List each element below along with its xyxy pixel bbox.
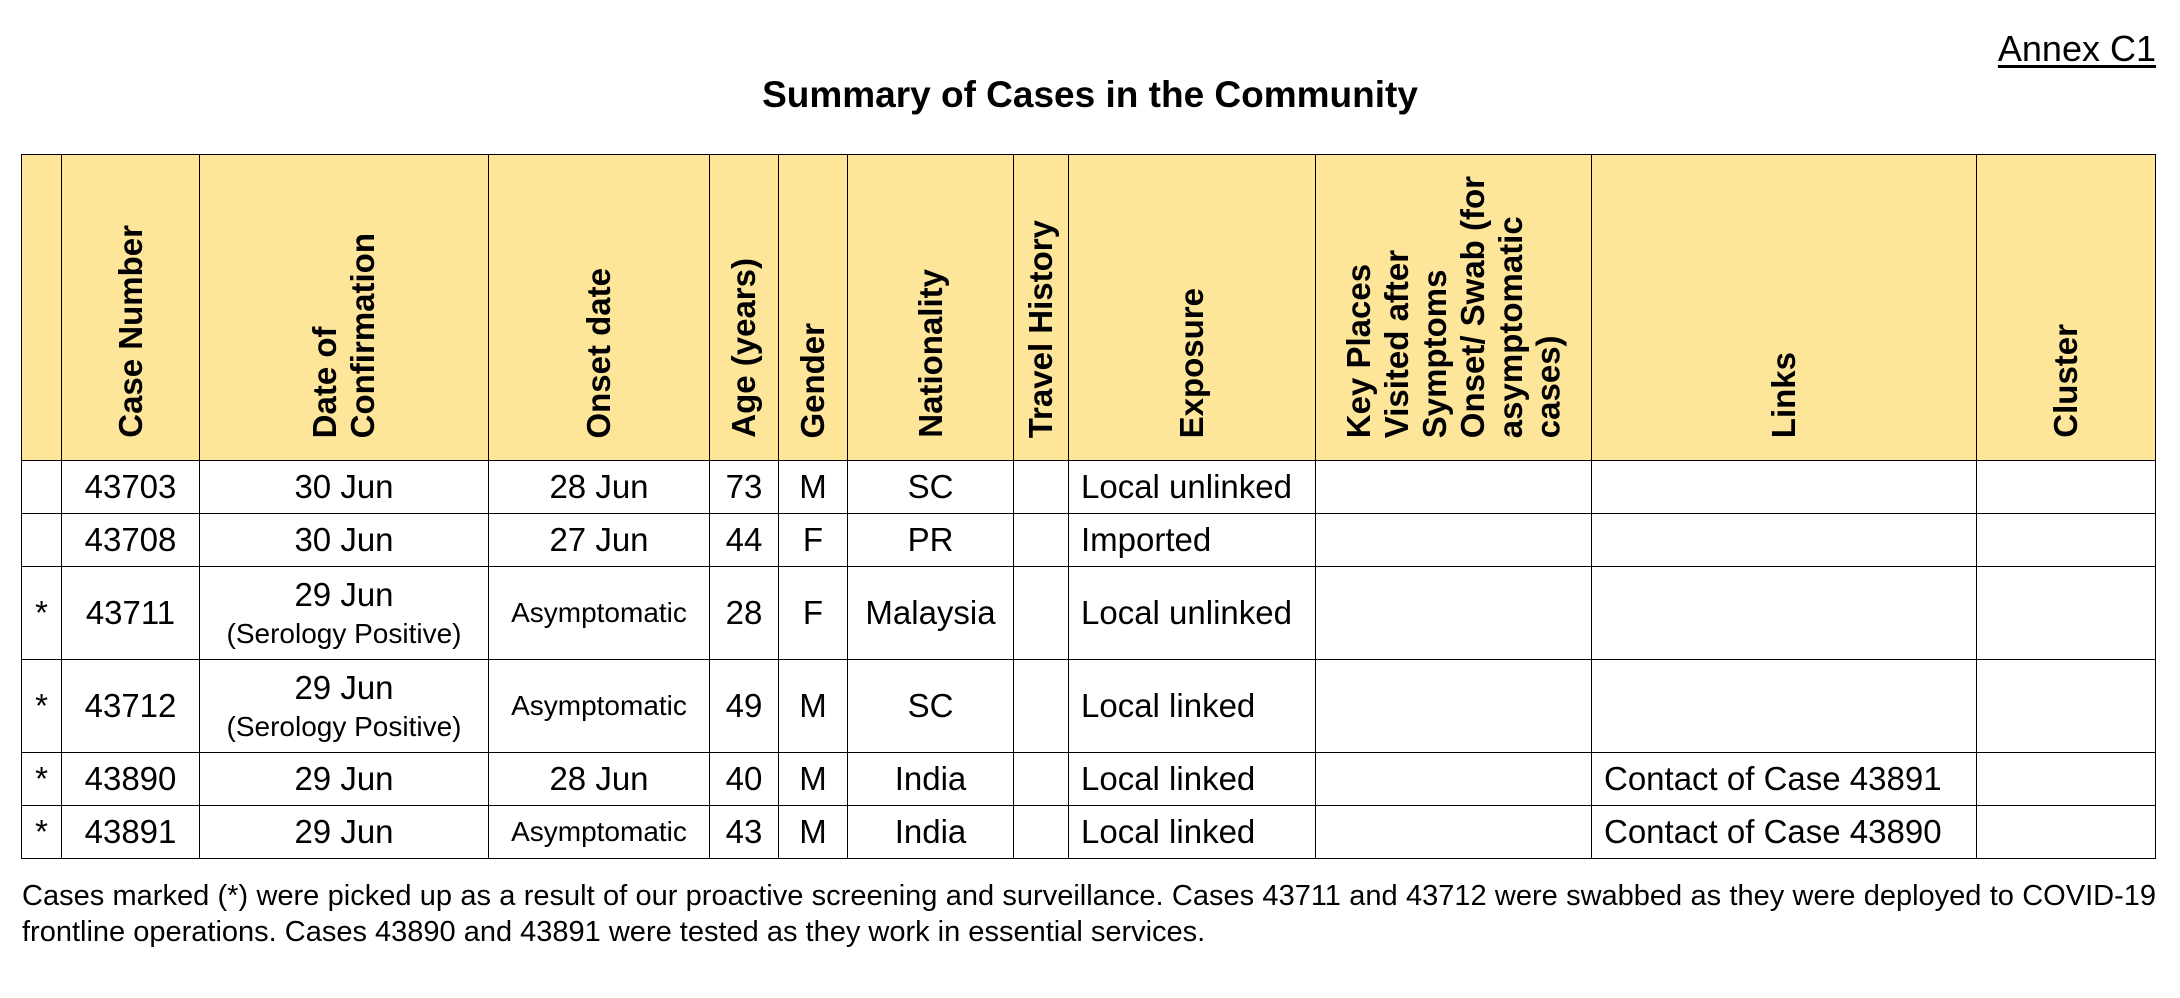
cell-case-number: 43890 — [62, 753, 200, 806]
cell-date: 29 Jun (Serology Positive) — [200, 567, 489, 660]
cell-marker: * — [22, 660, 62, 753]
header-gender-label: Gender — [794, 322, 832, 439]
cell-cluster — [1977, 514, 2156, 567]
cell-cluster — [1977, 567, 2156, 660]
cell-links — [1592, 514, 1977, 567]
cell-age: 73 — [710, 461, 779, 514]
cell-travel-history — [1014, 660, 1069, 753]
cell-exposure: Local linked — [1069, 660, 1316, 753]
header-nationality — [848, 155, 1014, 461]
cell-links: Contact of Case 43891 — [1592, 753, 1977, 806]
cell-nationality: India — [848, 806, 1014, 859]
cell-marker — [22, 461, 62, 514]
cell-nationality: SC — [848, 461, 1014, 514]
table-row — [22, 753, 2156, 806]
cell-exposure: Local unlinked — [1069, 461, 1316, 514]
header-cluster-label: Cluster — [2047, 324, 2085, 439]
cell-onset: 28 Jun — [489, 461, 710, 514]
header-exposure — [1069, 155, 1316, 461]
cell-nationality: SC — [848, 660, 1014, 753]
cell-case-number: 43708 — [62, 514, 200, 567]
cell-cluster — [1977, 753, 2156, 806]
header-date-confirmation — [200, 155, 489, 461]
cell-exposure: Local linked — [1069, 806, 1316, 859]
header-links-label: Links — [1765, 351, 1803, 439]
serology-note: (Serology Positive) — [226, 617, 462, 649]
cell-cluster — [1977, 660, 2156, 753]
cell-nationality: Malaysia — [848, 567, 1014, 660]
header-gender — [779, 155, 848, 461]
footnote: Cases marked (*) were picked up as a result of our proactive screening and surveillance. Cases 43711 and 43712 were swabbed as they were deployed to COVID-19 frontline operations. Cases 43890 and 43891 were tested as they work in essential services. — [22, 880, 2156, 948]
serology-note: (Serology Positive) — [226, 710, 462, 742]
header-case-number-label: Case Number — [111, 225, 149, 439]
cell-nationality: PR — [848, 514, 1014, 567]
cell-gender: M — [779, 660, 848, 753]
cell-cluster — [1977, 806, 2156, 859]
cell-key-places — [1316, 806, 1592, 859]
cell-onset: Asymptomatic — [489, 660, 710, 753]
cell-age: 49 — [710, 660, 779, 753]
header-key-places-label: Key Places Visited after Symptoms Onset/ Swab (for asymptomatic cases) — [1339, 175, 1567, 439]
header-onset-date — [489, 155, 710, 461]
header-onset-date-label: Onset date — [580, 267, 618, 439]
header-case-number — [62, 155, 200, 461]
cell-age: 44 — [710, 514, 779, 567]
cell-case-number: 43712 — [62, 660, 200, 753]
cell-links — [1592, 567, 1977, 660]
page-title: Summary of Cases in the Community — [762, 74, 1418, 115]
table-row — [22, 806, 2156, 859]
cell-key-places — [1316, 461, 1592, 514]
header-key-places — [1316, 155, 1592, 461]
cell-gender: M — [779, 461, 848, 514]
table-row — [22, 660, 2156, 753]
cell-marker — [22, 514, 62, 567]
cell-date: 29 Jun — [200, 806, 489, 859]
cell-nationality: India — [848, 753, 1014, 806]
cell-onset: 28 Jun — [489, 753, 710, 806]
cell-onset: Asymptomatic — [489, 806, 710, 859]
header-row — [22, 155, 2156, 461]
cell-gender: F — [779, 514, 848, 567]
cell-travel-history — [1014, 567, 1069, 660]
header-travel-history — [1014, 155, 1069, 461]
cell-case-number: 43891 — [62, 806, 200, 859]
cell-travel-history — [1014, 514, 1069, 567]
cell-onset: Asymptomatic — [489, 567, 710, 660]
cell-links — [1592, 461, 1977, 514]
cell-date: 29 Jun (Serology Positive) — [200, 660, 489, 753]
cell-exposure: Local linked — [1069, 753, 1316, 806]
annex-label: Annex C1 — [1997, 28, 2156, 69]
cell-age: 40 — [710, 753, 779, 806]
header-age-label: Age (years) — [725, 258, 763, 439]
cell-gender: F — [779, 567, 848, 660]
header-cluster — [1977, 155, 2156, 461]
header-age — [710, 155, 779, 461]
cell-key-places — [1316, 514, 1592, 567]
cell-marker: * — [22, 567, 62, 660]
cell-key-places — [1316, 753, 1592, 806]
header-exposure-label: Exposure — [1173, 287, 1211, 439]
cell-onset: 27 Jun — [489, 514, 710, 567]
cell-age: 43 — [710, 806, 779, 859]
header-marker — [22, 155, 62, 461]
cell-travel-history — [1014, 753, 1069, 806]
cell-gender: M — [779, 753, 848, 806]
header-date-confirmation-label: Date of Confirmation — [306, 232, 381, 439]
cell-key-places — [1316, 660, 1592, 753]
cell-marker: * — [22, 806, 62, 859]
cell-cluster — [1977, 461, 2156, 514]
cell-links — [1592, 660, 1977, 753]
cell-date: 29 Jun — [200, 753, 489, 806]
cell-case-number: 43711 — [62, 567, 200, 660]
cell-exposure: Local unlinked — [1069, 567, 1316, 660]
header-nationality-label: Nationality — [911, 269, 949, 439]
cell-age: 28 — [710, 567, 779, 660]
header-travel-history-label: Travel History — [1022, 219, 1060, 439]
table-row — [22, 567, 2156, 660]
cell-travel-history — [1014, 806, 1069, 859]
cell-exposure: Imported — [1069, 514, 1316, 567]
cell-date: 30 Jun — [200, 461, 489, 514]
header-links — [1592, 155, 1977, 461]
cell-travel-history — [1014, 461, 1069, 514]
cases-table — [21, 154, 2156, 859]
cell-key-places — [1316, 567, 1592, 660]
cell-marker: * — [22, 753, 62, 806]
cell-gender: M — [779, 806, 848, 859]
table-row — [22, 514, 2156, 567]
cell-case-number: 43703 — [62, 461, 200, 514]
table-row — [22, 461, 2156, 514]
cell-date: 30 Jun — [200, 514, 489, 567]
cell-links: Contact of Case 43890 — [1592, 806, 1977, 859]
